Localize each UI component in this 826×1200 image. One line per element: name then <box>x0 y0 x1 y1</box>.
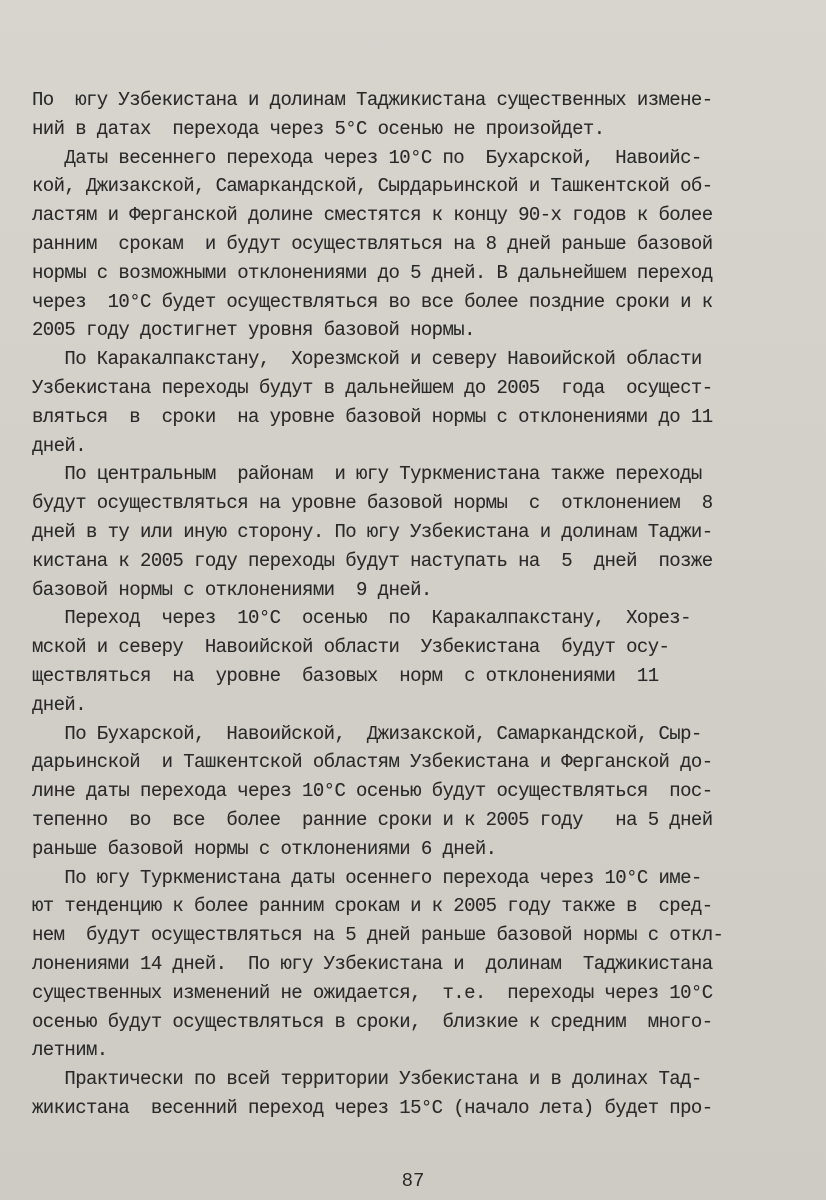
text-line: мской и северу Навоийской области Узбекистана будут осу- <box>32 636 670 659</box>
text-line: через 10°С будет осуществляться во все более поздние сроки и к <box>32 290 713 313</box>
text-line: существенных изменений не ожидается, т.е. переходы через 10°С <box>32 981 713 1004</box>
text-line: летним. <box>32 1039 108 1062</box>
paragraph <box>32 864 766 1066</box>
text-line: будут осуществляться на уровне базовой нормы с отклонением 8 <box>32 492 713 515</box>
text-line: По Каракалпакстану, Хорезмской и северу Навоийской области <box>32 348 702 371</box>
text-line: ний в датах перехода через 5°С осенью не произойдет. <box>32 117 605 140</box>
text-line: кой, Джизакской, Самаркандской, Сырдарьинской и Ташкентской об- <box>32 175 713 198</box>
text-line: По Бухарской, Навоийской, Джизакской, Самаркандской, Сыр- <box>32 722 702 745</box>
page-number: 87 <box>401 1170 425 1192</box>
text-line: ранним срокам и будут осуществляться на 8 дней раньше базовой <box>32 232 713 255</box>
text-line: дней. <box>32 693 87 716</box>
text-line: лине даты перехода через 10°С осенью будут осуществляться пос- <box>32 780 713 803</box>
text-line: Узбекистана переходы будут в дальнейшем до 2005 года осущест- <box>32 376 713 399</box>
text-line: ществляться на уровне базовых норм с отклонениями 11 <box>32 664 659 687</box>
paragraph <box>32 604 766 719</box>
paragraph <box>32 720 766 864</box>
text-line: По югу Туркменистана даты осеннего перехода через 10°С име- <box>32 866 702 889</box>
text-line: ластям и Ферганской долине сместятся к концу 90-х годов к более <box>32 204 713 227</box>
text-line: По центральным районам и югу Туркменистана также переходы <box>32 463 702 486</box>
text-line: осенью будут осуществляться в сроки, близкие к средним много- <box>32 1010 713 1033</box>
paragraph <box>32 345 766 460</box>
text-line: ют тенденцию к более ранним срокам и к 2005 году также в сред- <box>32 895 713 918</box>
text-line: Переход через 10°С осенью по Каракалпакстану, Хорез- <box>32 607 691 630</box>
text-line: нормы с возможными отклонениями до 5 дней. В дальнейшем переход <box>32 261 713 284</box>
text-line: жикистана весенний переход через 15°С (начало лета) будет про- <box>32 1096 713 1119</box>
text-line: По югу Узбекистана и долинам Таджикистана существенных измене- <box>32 89 713 111</box>
text-line: кистана к 2005 году переходы будут наступать на 5 дней позже <box>32 549 713 572</box>
paragraph <box>32 460 766 604</box>
text-line: вляться в сроки на уровне базовой нормы с отклонениями до 11 <box>32 405 713 428</box>
text-line: нем будут осуществляться на 5 дней раньше базовой нормы с откл- <box>32 924 724 947</box>
text-line: дней в ту или иную сторону. По югу Узбекистана и долинам Таджи- <box>32 520 713 543</box>
text-line: лонениями 14 дней. По югу Узбекистана и долинам Таджикистана <box>32 952 713 975</box>
body-text <box>32 86 766 1123</box>
text-line: Даты весеннего перехода через 10°С по Бухарской, Навоийс- <box>32 146 702 169</box>
text-line: Практически по всей территории Узбекистана и в долинах Тад- <box>32 1068 702 1091</box>
text-line: 2005 году достигнет уровня базовой нормы. <box>32 319 475 342</box>
text-line: тепенно во все более ранние сроки и к 2005 году на 5 дней <box>32 808 713 831</box>
paragraph <box>32 144 766 346</box>
paragraph <box>32 86 766 144</box>
text-line: базовой нормы с отклонениями 9 дней. <box>32 578 432 601</box>
text-line: раньше базовой нормы с отклонениями 6 дней. <box>32 837 497 860</box>
text-line: дарьинской и Ташкентской областям Узбекистана и Ферганской до- <box>32 751 713 774</box>
paragraph <box>32 1065 766 1123</box>
text-line: дней. <box>32 434 87 457</box>
